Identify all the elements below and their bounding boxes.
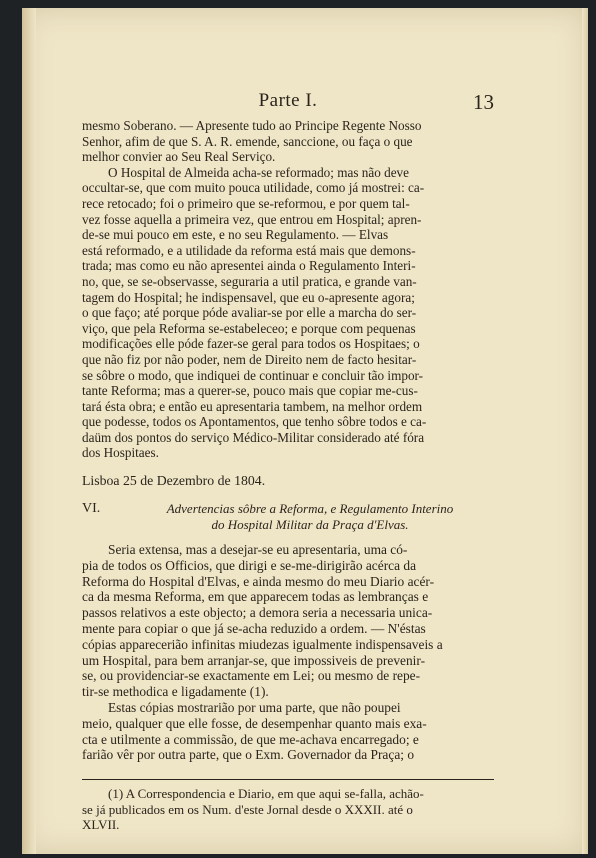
- text-line: Seria extensa, mas a desejar-se eu apresentaria, uma có-: [108, 542, 408, 558]
- text-line: farião vêr por outra parte, que o Exm. Governador da Praça; o: [82, 747, 415, 763]
- text-line: cópias apparecerião infinitas miudezas igualmente indispensaveis a: [82, 636, 443, 652]
- text-block: [82, 86, 494, 846]
- text-line: occultar-se, que com muito pouca utilidade, como já mostrei: ca-: [82, 180, 425, 196]
- text-line: mesmo Soberano. — Apresente tudo ao Principe Regente Nosso: [82, 118, 422, 133]
- text-line: vez fosse aquella a primeira vez, que entrou em Hospital; apren-: [82, 211, 422, 227]
- text-line: Senhor, afim de que S. A. R. emende, sanccione, ou faça o que: [82, 133, 413, 149]
- section-paragraph-2: [82, 700, 494, 763]
- dateline: Lisboa 25 de Dezembro de 1804.: [82, 473, 266, 489]
- text-line: tir-se methodica e ligadamente (1).: [82, 684, 269, 700]
- text-line: que podesse, todos os Apontamentos, que tenho sôbre todos e ca-: [82, 414, 427, 430]
- footnote-divider: [82, 779, 494, 780]
- page-edge: [582, 8, 588, 854]
- text-line: daüm dos pontos do serviço Médico-Militar considerado até fóra: [82, 429, 425, 445]
- text-line: se sôbre o modo, que indiquei de continuar e concluir tão impor-: [82, 367, 424, 383]
- section-number: VI.: [82, 501, 101, 517]
- text-line: está reformado, e a utilidade da reforma está mais que demons-: [82, 242, 416, 258]
- text-line: tante Reforma; mas a querer-se, pouco mais que copiar me-cus-: [82, 383, 418, 399]
- text-line: meio, qualquer que elle fosse, de desempenhar quanto mais exa-: [82, 715, 427, 731]
- text-line: cta e utilmente a commissão, de que me-achava encarregado; e: [82, 731, 419, 747]
- paragraph-1: [82, 118, 494, 165]
- text-line: o que faço; até porque póde avaliar-se por elle a marcha do ser-: [82, 305, 417, 321]
- text-line: de-se mui pouco em este, e no seu Regulamento. — Elvas: [82, 227, 389, 243]
- section-heading: [82, 501, 494, 532]
- text-line: um Hospital, para bem arranjar-se, que impossiveis de prevenir-: [82, 652, 426, 668]
- text-line: dos Hospitaes.: [82, 445, 159, 461]
- text-line: mente para copiar o que já se-acha reduzido a ordem. — N'éstas: [82, 621, 426, 637]
- footnote-line: (1) A Correspondencia e Diario, em que aqui se-falla, achão-: [108, 786, 424, 802]
- page-gutter: [22, 8, 36, 854]
- page-header: [82, 86, 494, 118]
- section-paragraph-1: [82, 542, 494, 700]
- text-line: no, que, se se-observasse, seguraria a util pratica, e grande van-: [82, 273, 417, 289]
- footnote: [82, 786, 494, 833]
- text-line: melhor convier ao Seu Real Serviço.: [82, 149, 276, 165]
- text-line: passos relativos a este objecto; a demora seria a necessaria unica-: [82, 605, 433, 621]
- section-body: [82, 542, 494, 763]
- section-title-line: do Hospital Militar da Praça d'Elvas.: [211, 516, 409, 532]
- section-title: [126, 501, 494, 532]
- text-line: se, ou providenciar-se exactamente em Lei; ou mesmo de repe-: [82, 668, 421, 684]
- text-line: tará ésta obra; e então eu apresentaria tambem, na melhor ordem: [82, 398, 423, 414]
- text-line: viço, que pela Reforma se-estabeleceo; e porque com pequenas: [82, 320, 416, 336]
- text-line: O Hospital de Almeida acha-se reformado; mas não deve: [108, 164, 410, 180]
- text-line: Estas cópias mostrarião por uma parte, que não poupei: [108, 700, 401, 716]
- text-line: Reforma do Hospital d'Elvas, e ainda mesmo do meu Diario acér-: [82, 573, 435, 589]
- book-page: [22, 8, 588, 854]
- running-head: Parte I.: [258, 90, 318, 111]
- text-line: rece retocado; foi o primeiro que se-reformou, e por quem tal-: [82, 195, 410, 211]
- paragraph-2: [82, 165, 494, 461]
- text-line: pia de todos os Officios, que dirigi e se-me-dirigirão acérca da: [82, 557, 417, 573]
- footnote-line: XLVII.: [82, 817, 120, 833]
- footnote-line: se já publicados em os Num. d'este Jornal desde o XXXII. até o: [82, 801, 413, 817]
- page-number: 13: [473, 90, 494, 114]
- text-line: que não fiz por não poder, nem de Direito nem de facto hesitar-: [82, 351, 417, 367]
- text-line: modificações elle póde fazer-se geral para todos os Hospitaes; o: [82, 336, 420, 352]
- text-line: tagem do Hospital; he indispensavel, que eu o-apresente agora;: [82, 289, 415, 305]
- text-line: trada; mas como eu não apresentei ainda o Regulamento Interi-: [82, 258, 416, 274]
- section-title-line: Advertencias sôbre a Reforma, e Regulamento Interino: [166, 501, 454, 517]
- text-line: ca da mesma Reforma, em que apparecem todas as lembranças e: [82, 589, 429, 605]
